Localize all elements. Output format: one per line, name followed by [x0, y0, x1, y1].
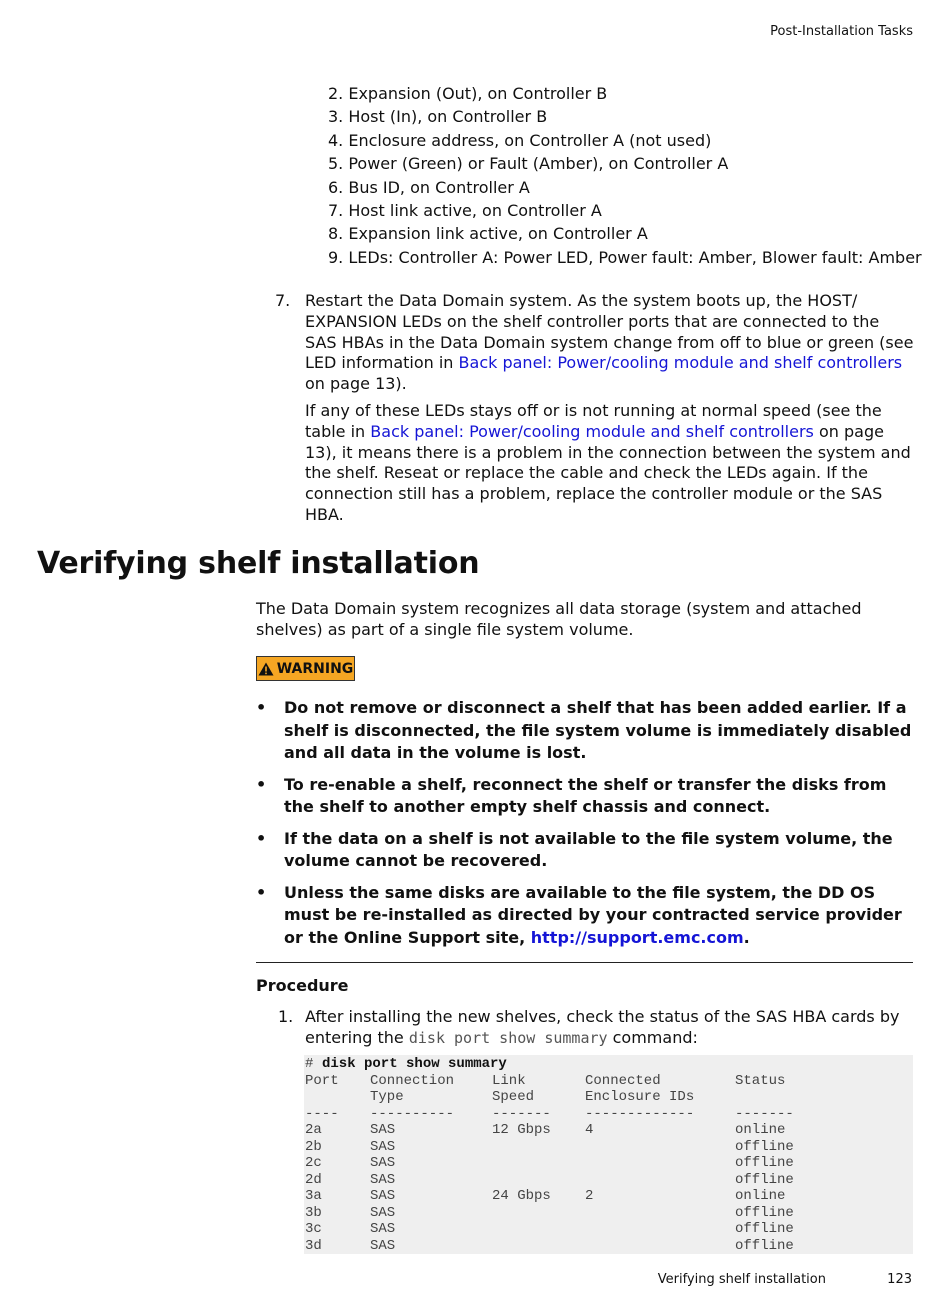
port-cell: 2 [585, 1188, 594, 1204]
text: on page 13). [305, 374, 407, 394]
sublist-item: 3. Host (In), on Controller B [328, 107, 548, 127]
port-cell: 3b [305, 1204, 322, 1221]
port-cell: 4 [585, 1122, 594, 1138]
header-cell: Enclosure IDs [585, 1089, 695, 1105]
warning-item [256, 828, 916, 873]
port-cell: SAS [370, 1122, 396, 1138]
port-row [304, 1238, 913, 1255]
step-number: 7. [275, 291, 291, 310]
port-row [304, 1139, 913, 1156]
sublist-item: 4. Enclosure address, on Controller A (not used) [328, 130, 712, 150]
header-row [304, 1089, 913, 1106]
text: If any of these LEDs stays off or is not running at normal speed (see the table in [305, 400, 882, 441]
separator-row [304, 1106, 913, 1123]
sublist-item: 7. Host link active, on Controller A [328, 201, 602, 221]
section-intro: The Data Domain system recognizes all data storage (system and attached shelves) as part of a single file system volume. [256, 599, 862, 639]
port-cell: offline [735, 1221, 794, 1237]
page-number: 123 [887, 1272, 912, 1287]
warning-badge [256, 656, 355, 681]
command-text: disk port show summary [322, 1056, 507, 1072]
port-cell: online [735, 1188, 786, 1204]
warning-text: . [743, 927, 750, 947]
step-7 [275, 291, 915, 532]
support-link[interactable]: http://support.emc.com [530, 927, 744, 947]
step-paragraph [305, 401, 915, 526]
procedure-heading: Procedure [256, 976, 349, 995]
header-cell: Speed [492, 1089, 535, 1105]
back-panel-link[interactable]: Back panel: Power/cooling module and shelf controllers [458, 353, 903, 373]
separator: ------------- [585, 1105, 695, 1122]
header-cell: Port [305, 1072, 339, 1089]
warning-text: If the data on a shelf is not available to the file system volume, the volume cannot be recovered. [284, 828, 893, 870]
step-number: 1. [278, 1007, 294, 1026]
warning-item [256, 882, 916, 950]
warning-triangle-icon [258, 662, 274, 676]
back-panel-link[interactable]: Back panel: Power/cooling module and shelf controllers [370, 421, 814, 441]
footer-title: Verifying shelf installation [657, 1272, 826, 1287]
header-cell: Status [735, 1072, 786, 1089]
port-rows [304, 1122, 913, 1254]
sublist-item: 2. Expansion (Out), on Controller B [328, 84, 608, 103]
text: Restart the Data Domain system. As the system boots up, the HOST/ EXPANSION LEDs on the shelf controller ports that are connected to the SAS HBAs in the Data Domain system change from off to blue or green (see LED information in [305, 291, 914, 373]
header-row [304, 1073, 913, 1090]
port-cell: 3a [305, 1188, 322, 1204]
bullet: • [256, 828, 267, 848]
bullet: • [256, 882, 267, 902]
port-cell: SAS [370, 1138, 396, 1155]
warning-text: To re-enable a shelf, reconnect the shelf or transfer the disks from the shelf to another empty shelf chassis and connect. [284, 774, 887, 816]
warning-item [256, 774, 916, 819]
port-cell: 12 Gbps [492, 1122, 551, 1138]
bullet: • [256, 774, 267, 794]
port-cell: SAS [370, 1155, 396, 1171]
sublist-item: 6. Bus ID, on Controller A [328, 177, 530, 197]
separator: ------- [492, 1105, 551, 1122]
step-body [305, 1006, 918, 1049]
port-cell: offline [735, 1155, 794, 1171]
text: on page 13), it means there is a problem in the connection between the system and the shelf. Reseat or replace the cable and check the LEDs again. If the connection still has a problem, replace the controller module or the SAS HBA. [305, 421, 911, 524]
port-cell: 2d [305, 1171, 322, 1188]
inline-command: disk port show summary [408, 1029, 608, 1047]
warning-list [256, 697, 916, 958]
port-cell: SAS [370, 1188, 396, 1204]
port-row [304, 1122, 913, 1139]
command-output-block [304, 1055, 913, 1254]
header-cell: Link [492, 1072, 526, 1089]
port-cell: SAS [370, 1221, 396, 1237]
warning-label: WARNING [276, 660, 354, 677]
warning-text: Do not remove or disconnect a shelf that has been added earlier. If a shelf is disconnected, the file system volume is immediately disabled and all data in the volume is lost. [284, 698, 912, 762]
port-cell: offline [735, 1138, 794, 1155]
command-line [304, 1056, 913, 1073]
header-cell: Connection [370, 1072, 455, 1089]
led-sublist [328, 82, 928, 269]
port-cell: 2a [305, 1122, 322, 1138]
running-header: Post-Installation Tasks [770, 24, 913, 39]
port-cell: SAS [370, 1237, 396, 1254]
port-row [304, 1172, 913, 1189]
sublist-item: 5. Power (Green) or Fault (Amber), on Controller A [328, 154, 729, 174]
warning-text: Unless the same disks are available to the file system, the DD OS must be re-installed as directed by your contracted service provider or the Online Support site, [284, 882, 902, 947]
port-cell: offline [735, 1204, 794, 1221]
sublist-item: 8. Expansion link active, on Controller A [328, 224, 648, 244]
warning-item [256, 697, 916, 765]
port-cell: offline [735, 1237, 794, 1254]
step-paragraph [305, 291, 915, 395]
port-cell: 3d [305, 1237, 322, 1254]
bullet: • [256, 698, 267, 717]
separator: ------- [735, 1105, 794, 1122]
step-body [305, 291, 915, 526]
header-cell: Connected [585, 1072, 661, 1089]
header-cell: Type [370, 1089, 404, 1105]
prompt: # [305, 1056, 314, 1072]
text: command: [607, 1028, 698, 1047]
port-row [304, 1205, 913, 1222]
port-cell: SAS [370, 1204, 396, 1221]
divider [256, 962, 913, 963]
port-cell: 2c [305, 1155, 322, 1171]
port-row [304, 1155, 913, 1172]
port-cell: 24 Gbps [492, 1188, 551, 1204]
port-cell: 3c [305, 1221, 322, 1237]
port-cell: 2b [305, 1138, 322, 1155]
port-cell: offline [735, 1171, 794, 1188]
port-cell: online [735, 1122, 786, 1138]
port-row [304, 1188, 913, 1205]
port-row [304, 1221, 913, 1238]
step-1 [278, 1006, 918, 1049]
separator: ---- [305, 1105, 339, 1122]
text: After installing the new shelves, check the status of the SAS HBA cards by entering the [305, 1007, 900, 1047]
port-cell: SAS [370, 1171, 396, 1188]
separator: ---------- [370, 1105, 455, 1122]
section-title: Verifying shelf installation [37, 546, 480, 581]
sublist-item: 9. LEDs: Controller A: Power LED, Power fault: Amber, Blower fault: Amber [328, 247, 922, 267]
